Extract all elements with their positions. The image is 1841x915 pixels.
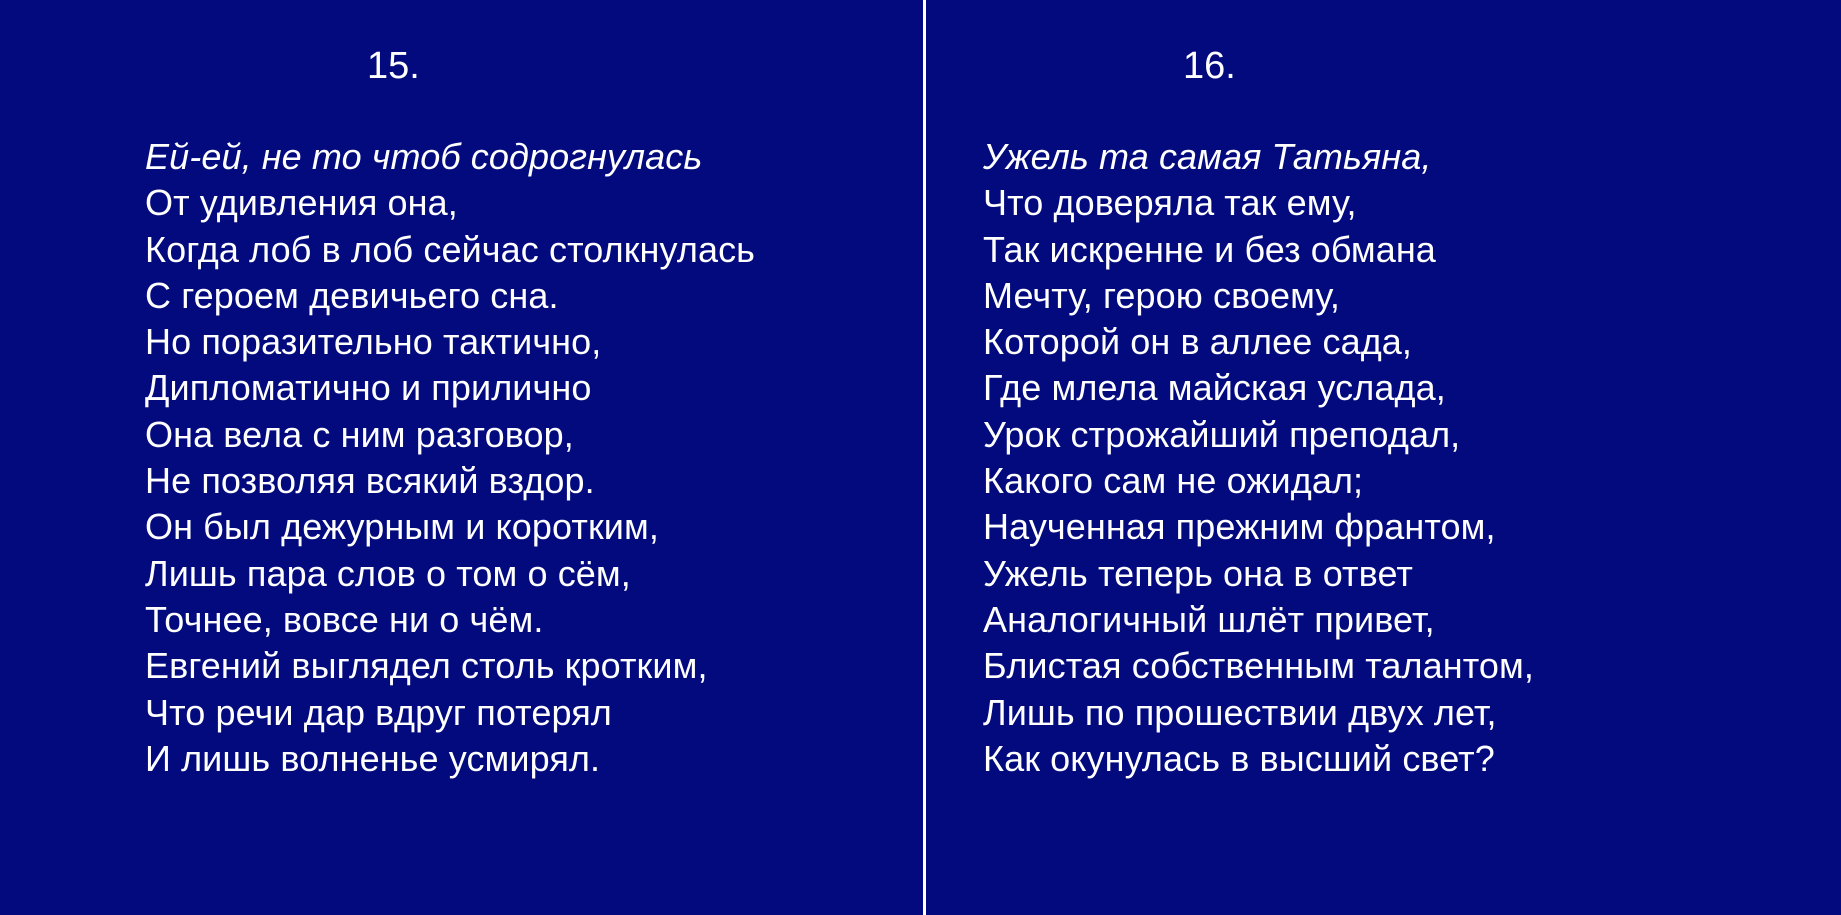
verse-line: Аналогичный шлёт привет, [983,598,1435,640]
stanza-number: 15. [367,45,420,87]
stanza-number: 16. [1183,45,1236,87]
verse-line: Дипломатично и прилично [145,367,592,409]
verse-line: Лишь по прошествии двух лет, [983,691,1497,733]
verse-line: Что речи дар вдруг потерял [145,691,612,733]
verse-line: Лишь пара слов о том о сём, [145,552,631,594]
verse-line: Ужель та самая Татьяна, [983,136,1432,177]
verse-line: С героем девичьего сна. [145,274,559,316]
verse-line: Мечту, герою своему, [983,274,1340,316]
verse-line: Где млела майская услада, [983,367,1446,409]
verse-line: Блистая собственным талантом, [983,645,1534,687]
verse-line: Так искренне и без обмана [983,228,1436,270]
stanza-verse [983,134,1534,782]
verse-line: Которой он в аллее сада, [983,321,1413,363]
verse-line: И лишь волненье усмирял. [145,737,601,779]
verse-line: Не позволяя всякий вздор. [145,460,595,502]
verse-line: Он был дежурным и коротким, [145,506,659,548]
column-divider [923,0,926,915]
verse-line: Но поразительно тактично, [145,321,602,363]
verse-line: Какого сам не ожидал; [983,460,1364,502]
verse-line: Что доверяла так ему, [983,182,1357,224]
verse-line: От удивления она, [145,182,458,224]
verse-line: Когда лоб в лоб сейчас столкнулась [145,228,756,270]
verse-line: Ужель теперь она в ответ [983,552,1413,594]
verse-line: Наученная прежним франтом, [983,506,1496,548]
verse-line: Ей-ей, не то чтоб содрогнулась [145,136,703,177]
verse-line: Она вела с ним разговор, [145,413,574,455]
verse-line: Точнее, вовсе ни о чём. [145,598,544,640]
verse-line: Урок строжайший преподал, [983,413,1461,455]
verse-line: Как окунулась в высший свет? [983,737,1495,779]
verse-line: Евгений выглядел столь кротким, [145,645,708,687]
stanza-verse [145,134,755,782]
